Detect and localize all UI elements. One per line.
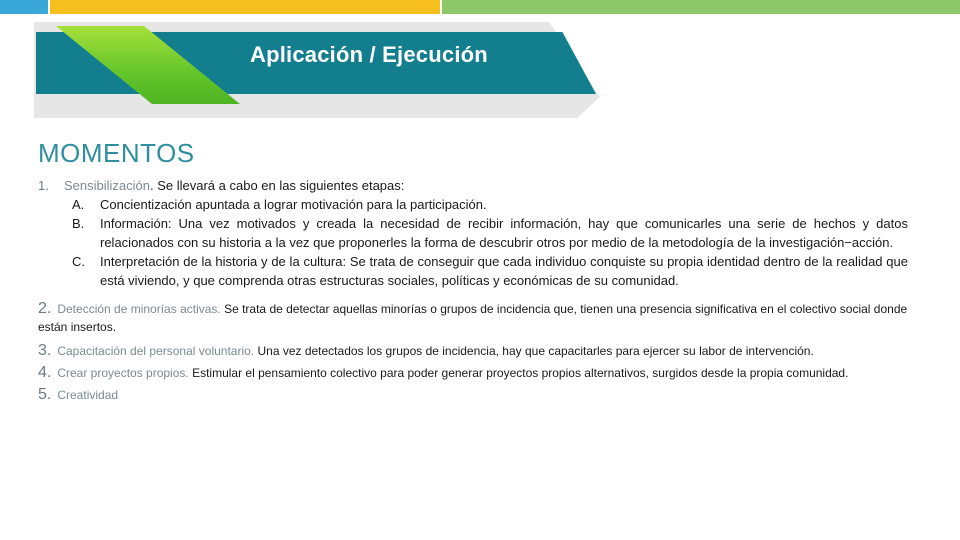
sub-item-letter: C. — [72, 254, 85, 269]
sub-item-a — [72, 195, 908, 214]
item-text: Estimular el pensamiento colectivo para poder generar proyectos propios alternativos, surgidos desde la propia comunidad. — [188, 366, 849, 380]
list-item-3 — [38, 342, 908, 360]
sub-item-text: Interpretación de la historia y de la cultura: Se trata de conseguir que cada individuo conquiste su propia identidad dentro de la realidad que está viviendo, y que comprenda otras estructuras sociales, políticas y económicas de su comunidad. — [100, 254, 908, 288]
item-label: Detección de minorías activas. — [57, 302, 221, 316]
sub-item-text: Concientización apuntada a lograr motivación para la participación. — [100, 197, 487, 212]
section-title: MOMENTOS — [38, 138, 195, 168]
item-label: Capacitación del personal voluntario. — [57, 344, 255, 358]
list-item-2 — [38, 300, 908, 336]
item-text: Una vez detectados los grupos de incidencia, hay que capacitarles para ejercer su labor de intervención. — [254, 344, 814, 358]
item-number: 2. — [38, 300, 52, 317]
top-bar-green — [442, 0, 960, 14]
top-bar-yellow — [50, 0, 440, 14]
sub-item-letter: A. — [72, 197, 85, 212]
moments-list — [38, 176, 908, 404]
sub-item-c — [72, 252, 908, 290]
item-text: Se trata de detectar aquellas minorías o grupos de incidencia que, tienen una presencia significativa en el colectivo social donde están insertos. — [38, 302, 908, 334]
list-item-5 — [38, 386, 908, 404]
item-label: Crear proyectos propios. — [57, 366, 189, 380]
item-number: 3. — [38, 342, 52, 359]
item-text: . Se llevará a cabo en las siguientes etapas: — [150, 178, 405, 193]
top-bar-blue — [0, 0, 48, 14]
item-label: Sensibilización — [64, 178, 150, 193]
item-label: Creatividad — [57, 388, 119, 402]
item-number: 4. — [38, 364, 52, 381]
item-number: 1. — [38, 178, 49, 193]
list-item-4 — [38, 364, 908, 382]
banner-title: Aplicación / Ejecución — [250, 42, 488, 67]
sub-item-letter: B. — [72, 216, 85, 231]
sub-item-text: Información: Una vez motivados y creada la necesidad de recibir información, hay que comunicarles una serie de hechos y datos relacionados con su historia a la vez que proponerles la forma de descubrir otros por medio de la metodología de la investigación−acción. — [100, 216, 908, 250]
item-number: 5. — [38, 386, 52, 403]
sub-item-b — [72, 214, 908, 252]
list-item-1 — [38, 176, 908, 195]
